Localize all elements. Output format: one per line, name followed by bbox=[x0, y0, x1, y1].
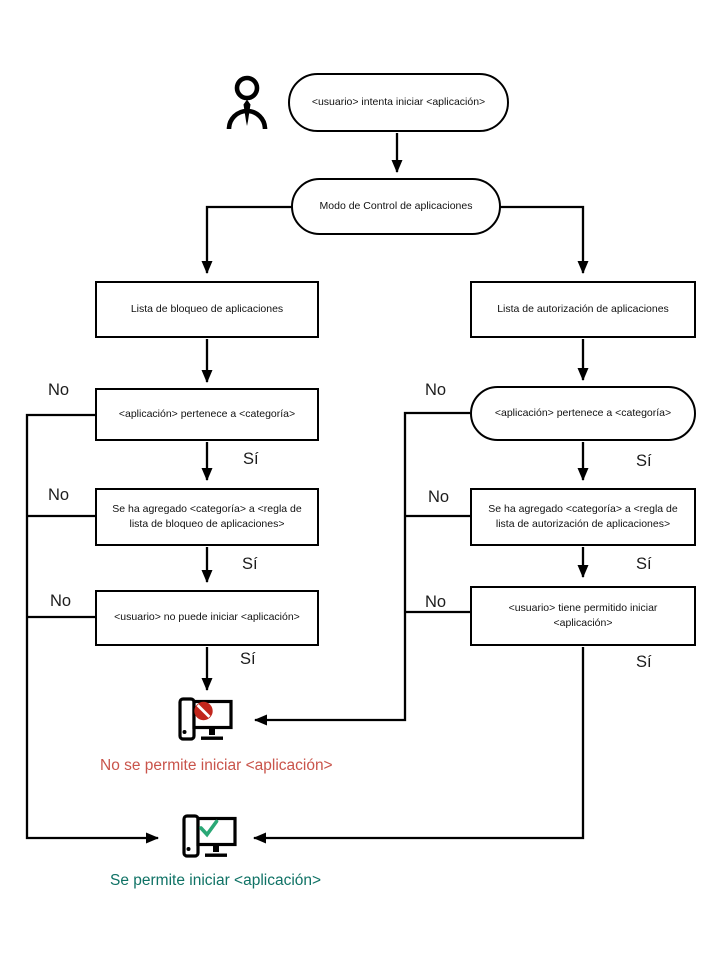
node-start-label: <usuario> intenta iniciar <aplicación> bbox=[311, 95, 486, 108]
label-no-allow-result: No bbox=[425, 593, 447, 611]
node-mode-label: Modo de Control de aplicaciones bbox=[319, 199, 473, 212]
node-block-category bbox=[95, 388, 319, 441]
label-yes-allow-result: Sí bbox=[636, 653, 652, 671]
node-allow-list bbox=[470, 281, 696, 338]
node-block-list-label: Lista de bloqueo de aplicaciones bbox=[130, 302, 284, 315]
label-no-block-rule: No bbox=[48, 486, 70, 504]
outcome-blocked-text: No se permite iniciar <aplicación> bbox=[100, 757, 333, 774]
node-allow-result-label: <usuario> tiene permitido iniciar <aplicación> bbox=[508, 601, 658, 629]
node-allow-list-label: Lista de autorización de aplicaciones bbox=[497, 302, 669, 315]
tower-led bbox=[187, 847, 191, 851]
node-allow-category bbox=[470, 386, 696, 441]
node-block-result-label: <usuario> no puede iniciar <aplicación> bbox=[114, 611, 300, 624]
node-allow-rule-label: Se ha agregado <categoría> a <regla de lista de autorización de aplicaciones> bbox=[488, 502, 678, 530]
node-mode bbox=[291, 178, 501, 235]
node-block-category-label: <aplicación> pertenece a <categoría> bbox=[118, 407, 296, 420]
node-block-list bbox=[95, 281, 319, 338]
node-start bbox=[288, 73, 509, 132]
label-no-allow-rule: No bbox=[428, 488, 450, 506]
label-yes-allow-rule: Sí bbox=[636, 555, 652, 573]
label-no-block-category: No bbox=[48, 381, 70, 399]
user-icon bbox=[224, 74, 270, 134]
edge-mode-to-allowlist bbox=[499, 207, 583, 273]
computer-blocked-icon bbox=[177, 696, 234, 744]
label-no-block-result: No bbox=[50, 592, 72, 610]
node-allow-result bbox=[470, 586, 696, 646]
label-yes-block-rule: Sí bbox=[242, 555, 258, 573]
edge-right-no-rail bbox=[255, 413, 470, 720]
node-allow-category-label: <aplicación> pertenece a <categoría> bbox=[494, 406, 672, 419]
label-yes-block-category: Sí bbox=[243, 450, 259, 468]
outcome-allowed-text: Se permite iniciar <aplicación> bbox=[110, 872, 322, 889]
node-block-rule-label: Se ha agregado <categoría> a <regla de lista de bloqueo de aplicaciones> bbox=[112, 502, 302, 530]
edge-mode-to-blocklist bbox=[207, 207, 293, 273]
node-block-rule bbox=[95, 488, 319, 546]
label-no-allow-category: No bbox=[425, 381, 447, 399]
label-yes-block-result: Sí bbox=[240, 650, 256, 668]
edge-allowresult-yes bbox=[254, 647, 583, 838]
computer-allowed-icon bbox=[181, 812, 238, 861]
tower-led bbox=[183, 730, 187, 734]
node-allow-rule bbox=[470, 488, 696, 546]
label-yes-allow-category: Sí bbox=[636, 452, 652, 470]
node-block-result bbox=[95, 590, 319, 646]
